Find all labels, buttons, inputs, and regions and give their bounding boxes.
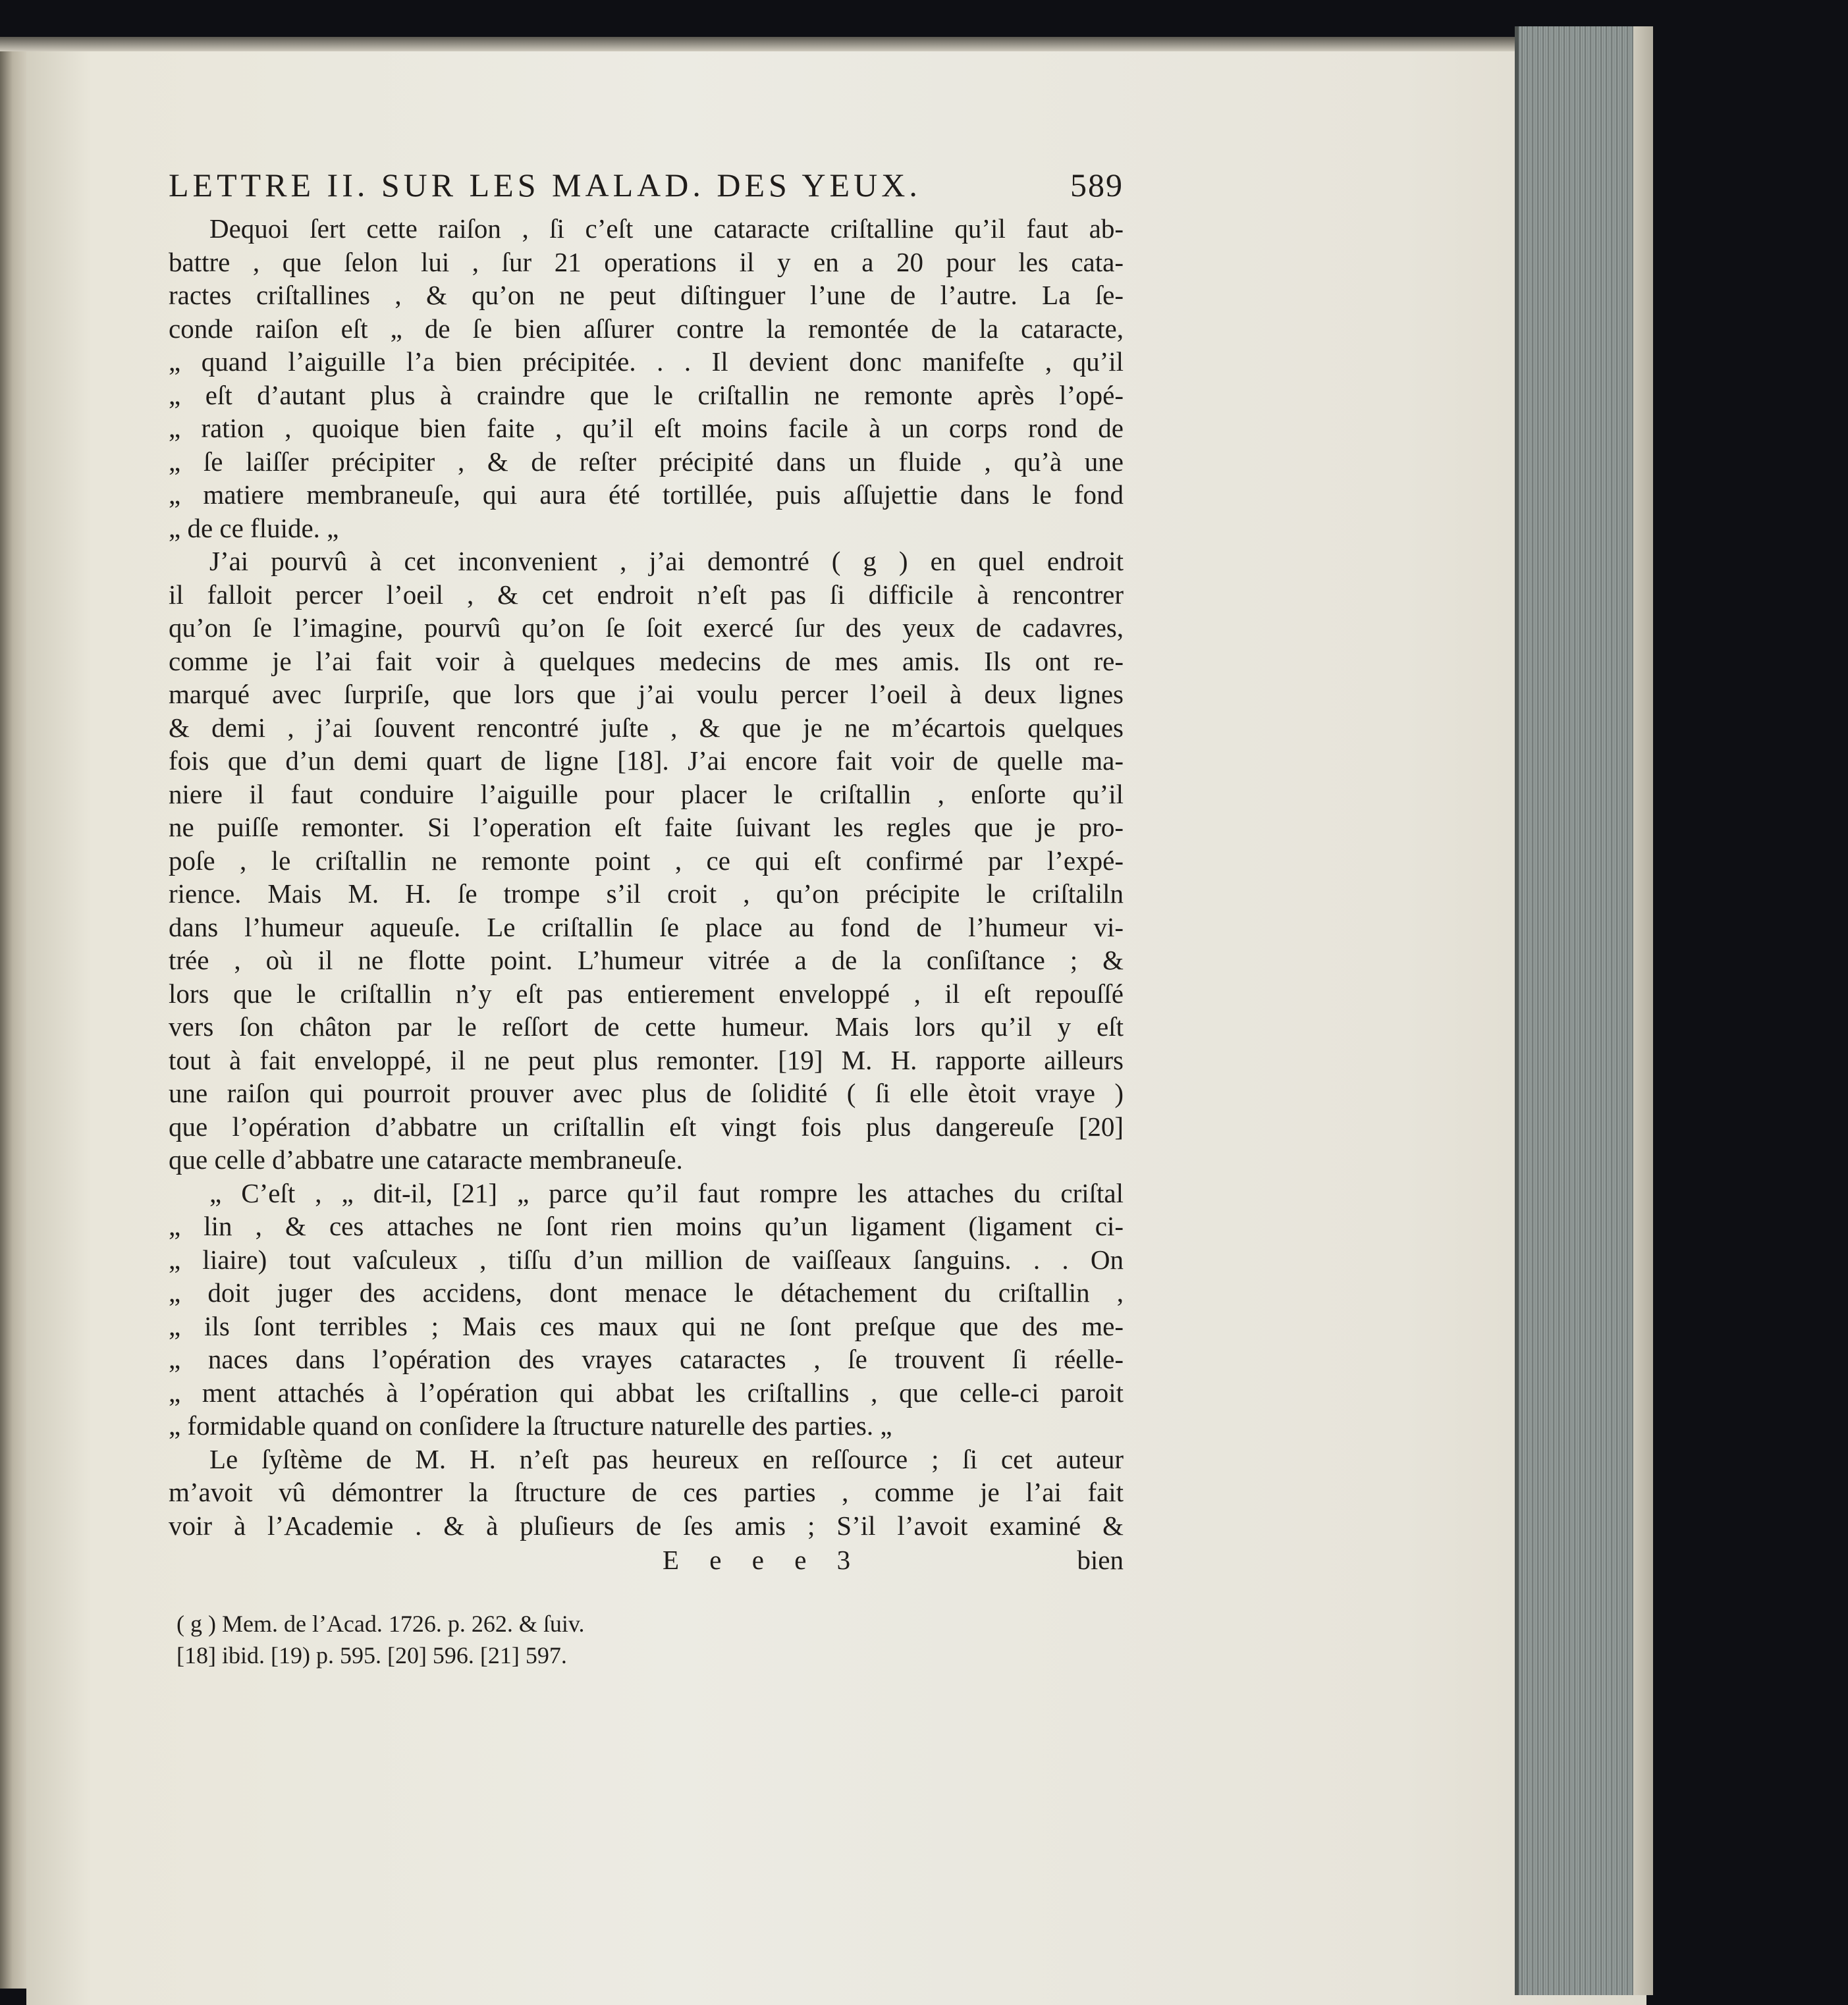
text-line: poſe , le criſtallin ne remonte point , ce qui eſt confirmé par l’expé- [169,845,1124,876]
text-line: que celle d’abbatre une cataracte membraneuſe. [169,1144,683,1175]
page-number: 589 [1070,167,1124,203]
text-line: fois que d’un demi quart de ligne [18]. J’ai encore fait voir de quelle ma- [169,745,1124,776]
text-line: „ liaire) tout vaſculeux , tiſſu d’un million de vaiſſeaux ſanguins. . . On [169,1244,1124,1275]
text-line: J’ai pourvû à cet inconvenient , j’ai demontré ( g ) en quel endroit [209,546,1124,576]
text-line: rience. Mais M. H. ſe trompe s’il croit , qu’on précipite le criſtaliln [169,878,1124,909]
text-line: „ matiere membraneuſe, qui aura été tortillée, puis aſſujettie dans le fond [169,479,1124,510]
text-line: une raiſon qui pourroit prouver avec plus de ſolidité ( ſi elle ètoit vraye ) [169,1078,1124,1108]
text-line: „ lin , & ces attaches ne ſont rien moins qu’un ligament (ligament ci- [169,1211,1124,1241]
text-line: Dequoi ſert cette raiſon , ſi c’eſt une cataracte criſtalline qu’il faut ab- [209,213,1124,244]
footnote: [18] ibid. [19) p. 595. [20] 596. [21] 597. [177,1642,567,1669]
signature-mark: E e e e 3 [663,1545,863,1575]
footnote: ( g ) Mem. de l’Acad. 1726. p. 262. & ſuiv. [177,1611,585,1637]
text-line: „ ration , quoique bien faite , qu’il eſt moins facile à un corps rond de [169,413,1124,443]
text-line: Le ſyſtème de M. H. n’eſt pas heureux en reſſource ; ſi cet auteur [209,1443,1124,1474]
text-line: „ eſt d’autant plus à craindre que le criſtallin ne remonte après l’opé- [169,379,1124,410]
text-line: qu’on ſe l’imagine, pourvû qu’on ſe ſoit exercé ſur des yeux de cadavres, [169,612,1124,643]
text-line: comme je l’ai fait voir à quelques medecins de mes amis. Ils ont re- [169,645,1124,676]
catchword: bien [1077,1545,1124,1575]
text-line: que l’opération d’abbatre un criſtallin eſt vingt fois plus dangereuſe [20] [169,1111,1124,1142]
text-line: ractes criſtallines , & qu’on ne peut diſtinguer l’une de l’autre. La ſe- [169,280,1124,310]
text-line: il falloit percer l’oeil , & cet endroit n’eſt pas ſi difficile à rencontrer [169,579,1124,610]
fore-edge-cap [1633,26,1653,1995]
text-line: lors que le criſtallin n’y eſt pas entierement enveloppé , il eſt repouſſé [169,978,1124,1009]
text-line: dans l’humeur aqueuſe. Le criſtallin ſe place au fond de l’humeur vi- [169,911,1124,942]
text-line: „ ſe laiſſer précipiter , & de reſter précipité dans un fluide , qu’à une [169,446,1124,477]
footnotes [169,1608,1124,1671]
text-block [169,166,1124,1671]
text-line: conde raiſon eſt „ de ſe bien aſſurer contre la remontée de la cataracte, [169,313,1124,344]
text-line: „ quand l’aiguille l’a bien précipitée. . . Il devient donc manifeſte , qu’il [169,346,1124,377]
text-line: & demi , j’ai ſouvent rencontré juſte , & que je ne m’écartois quelques [169,712,1124,743]
text-line: „ de ce fluide. „ [169,512,339,543]
text-line: marqué avec ſurpriſe, que lors que j’ai voulu percer l’oeil à deux lignes [169,679,1124,709]
text-line: „ ils ſont terribles ; Mais ces maux qui ne ſont preſque que des me- [169,1310,1124,1341]
text-line: „ C’eſt , „ dit-il, [21] „ parce qu’il faut rompre les attaches du criſtal [209,1177,1124,1208]
text-line: m’avoit vû démontrer la ſtructure de ces parties , comme je l’ai fait [169,1477,1124,1507]
text-line: trée , où il ne flotte point. L’humeur vitrée a de la conſiſtance ; & [169,945,1124,975]
running-head [169,166,1124,204]
running-head-title: LETTRE II. SUR LES MALAD. DES YEUX. [169,167,921,203]
text-line: niere il faut conduire l’aiguille pour placer le criſtallin , enſorte qu’il [169,778,1124,809]
body-text [169,212,1124,1542]
fore-edge-leaves [1515,26,1650,1995]
page-top-shadow [0,37,1646,51]
text-line: tout à fait enveloppé, il ne peut plus remonter. [19] M. H. rapporte ailleurs [169,1044,1124,1075]
text-line: „ formidable quand on conſidere la ſtructure naturelle des parties. „ [169,1410,892,1441]
signature-line [169,1543,1124,1576]
text-line: ne puiſſe remonter. Si l’operation eſt faite ſuivant les regles que je pro- [169,812,1124,842]
text-line: „ naces dans l’opération des vrayes cataractes , ſe trouvent ſi réelle- [169,1344,1124,1374]
text-line: „ ment attachés à l’opération qui abbat les criſtallins , que celle-ci paroit [169,1377,1124,1408]
text-line: „ doit juger des accidens, dont menace le détachement du criſtallin , [169,1277,1124,1308]
text-line: vers ſon châton par le reſſort de cette humeur. Mais lors qu’il y eſt [169,1011,1124,1042]
text-line: voir à l’Academie . & à pluſieurs de ſes amis ; S’il l’avoit examiné & [169,1510,1124,1541]
text-line: battre , que ſelon lui , ſur 21 operations il y en a 20 pour les cata- [169,246,1124,277]
